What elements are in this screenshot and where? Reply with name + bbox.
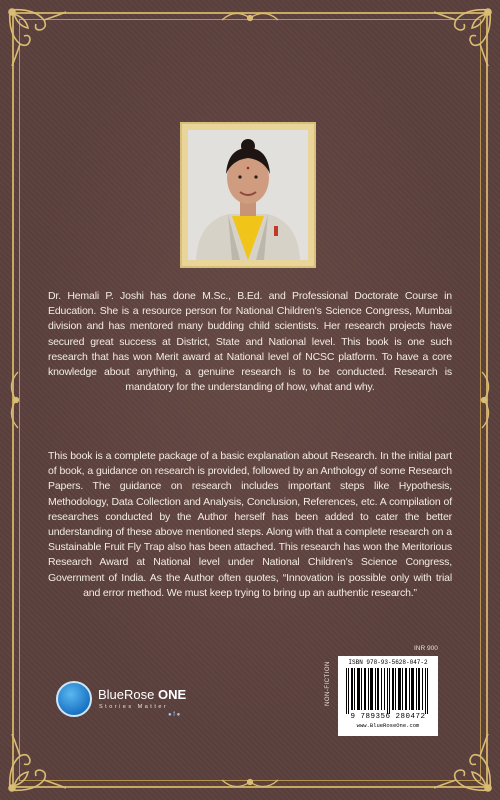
- isbn-number: 9 789356 280472: [350, 713, 426, 721]
- book-description-paragraph: This book is a complete package of a basic explanation about Research. In the initial part of book, a guidance on research is provided, followed by an Anthology of some Research Papers. The guidance on research includes important steps like Hypothesis, Methodology, Data Collection and Analysis, Conclusion, References, etc. A compilation of researches conducted by the Author herself has been added to cater the better understanding of these above mentioned steps. Along with that a complete research on a Sustainable Fruit Fly Trap also has been attached. This research has won the Meritorious Research Award at National level under National Children's Science Congress, Government of India. As the Author often quotes, “Innovation is possible only with trial and error method. We must keep trying to bring up an authentic research.”: [48, 450, 452, 599]
- author-photo-frame: [180, 122, 316, 268]
- social-icons: ● f ●: [168, 712, 181, 718]
- ornament-top-center-icon: [220, 6, 280, 28]
- ornament-corner-bottom-left-icon: [4, 726, 74, 796]
- publisher-tagline: Stories Matter: [99, 704, 169, 710]
- genre-label: NON-FICTION: [325, 661, 331, 706]
- publisher-name-part1: BlueRose: [98, 687, 155, 702]
- ornament-bottom-center-icon: [220, 772, 280, 794]
- price-label: INR 900: [414, 645, 438, 652]
- publisher-name: [98, 687, 186, 702]
- author-portrait-icon: [188, 130, 308, 260]
- isbn-label: ISBN 978-93-5628-047-2: [348, 659, 428, 666]
- ornament-corner-top-left-icon: [4, 4, 74, 74]
- bluerose-logo-icon: [56, 681, 92, 717]
- publisher-name-part2: ONE: [158, 687, 187, 702]
- isbn-barcode-block: [338, 656, 438, 736]
- ornament-left-center-icon: [4, 370, 26, 430]
- barcode-icon: [344, 668, 432, 714]
- author-photo: [188, 130, 308, 260]
- ornament-right-center-icon: [474, 370, 496, 430]
- ornament-corner-top-right-icon: [426, 4, 496, 74]
- author-bio-paragraph: Dr. Hemali P. Joshi has done M.Sc., B.Ed. and Professional Doctorate Course in Education. She is a resource person for National Children's Science Congress, Mumbai division and has mentored many budding child scientists. Her research projects have secured great success at District, State and National level. This book is one such research that has won Merit award at National level of NCSC platform. To have a core knowledge about anything, a genuine research is to be conducted. Research is mandatory for the understanding of how, what and why.: [48, 290, 452, 394]
- publisher-website: www.BlueRoseOne.com: [356, 722, 420, 729]
- ornament-corner-bottom-right-icon: [426, 726, 496, 796]
- publisher-logo: [56, 679, 216, 723]
